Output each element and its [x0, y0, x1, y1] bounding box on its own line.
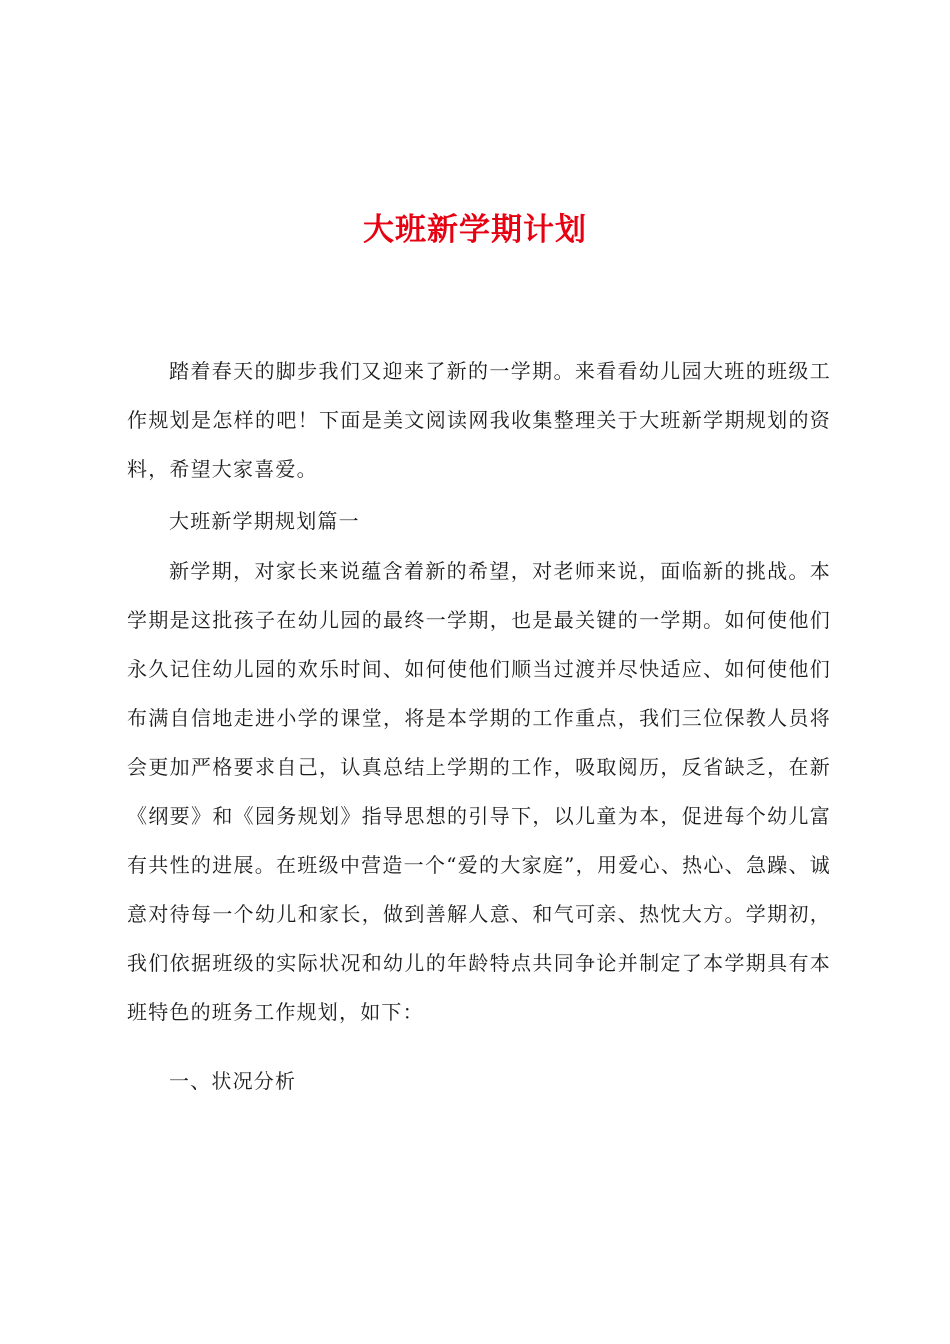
document-body: [127, 347, 831, 1106]
intro-paragraph: 踏着春天的脚步我们又迎来了新的一学期。来看看幼儿园大班的班级工作规划是怎样的吧！下面是美文阅读网我收集整理关于大班新学期规划的资料，希望大家喜爱。: [127, 359, 831, 481]
body-paragraph: 新学期，对家长来说蕴含着新的希望，对老师来说，面临新的挑战。本学期是这批孩子在幼儿园的最终一学期，也是最关键的一学期。如何使他们永久记住幼儿园的欢乐时间、如何使他们顺当过渡并尽快适应、如何使他们布满自信地走进小学的课堂，将是本学期的工作重点，我们三位保教人员将会更加严格要求自己，认真总结上学期的工作，吸取阅历，反省缺乏，在新《纲要》和《园务规划》指导思想的引导下，以儿童为本，促进每个幼儿富有共性的进展。在班级中营造一个“爱的大家庭”，用爱心、热心、急躁、诚意对待每一个幼儿和家长，做到善解人意、和气可亲、热忱大方。学期初，我们依据班级的实际状况和幼儿的年龄特点共同争论并制定了本学期具有本班特色的班务工作规划，如下：: [127, 559, 831, 1024]
section-title: 大班新学期规划篇一: [169, 509, 360, 533]
subheading: 一、状况分析: [169, 1069, 297, 1093]
document-title: 大班新学期计划: [363, 212, 587, 248]
